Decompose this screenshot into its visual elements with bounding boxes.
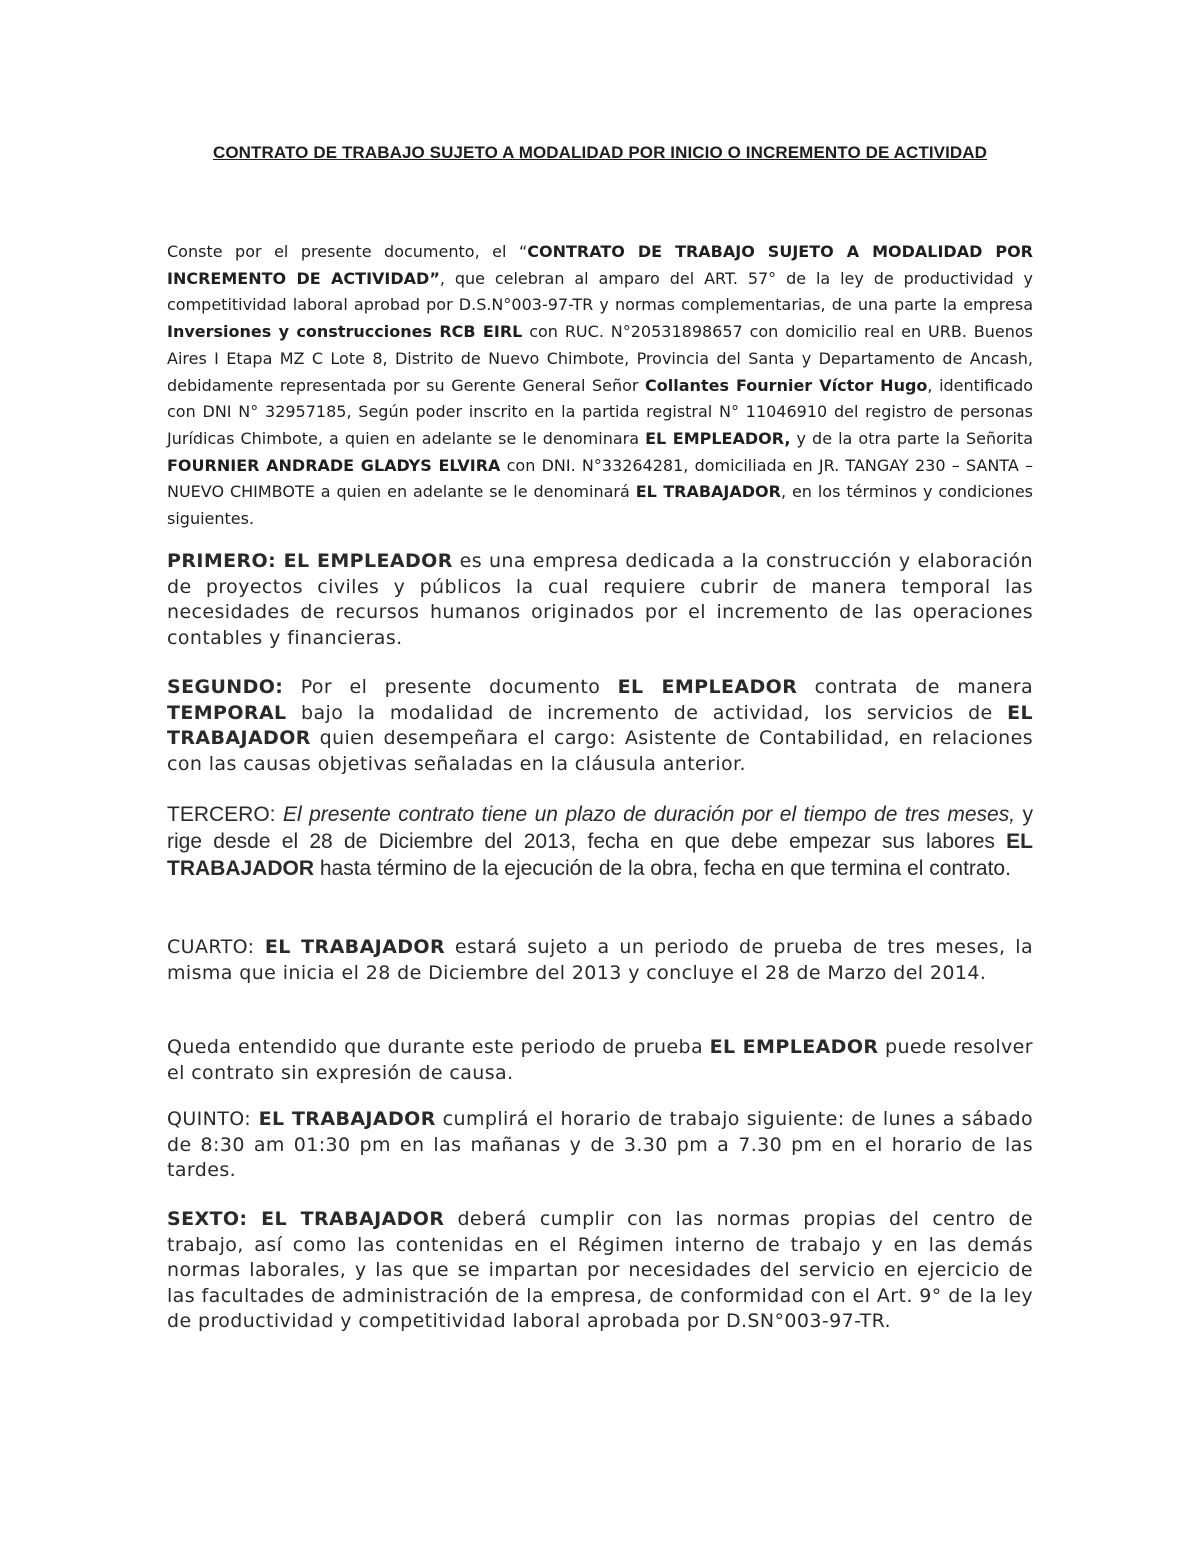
clause-bold-term: EL EMPLEADOR	[276, 550, 453, 572]
clause-cuarto	[167, 935, 1033, 986]
intro-text: con RUC. N°20531898657 con domicilio real en URB. Buenos Aires I Etapa MZ C Lote 8, Distrito de Nuevo Chimbote, Provincia del Santa y Departamento de Ancash, debidamente representada por su Gerente General Señor	[167, 322, 1034, 395]
clause-label: TERCERO:	[167, 803, 276, 826]
intro-text: , en los términos y condiciones siguientes.	[167, 482, 1034, 529]
clause-text: cumplirá el horario de trabajo siguiente: de lunes a sábado de 8:30 am 01:30 pm en las mañanas y de 3.30 pm a 7.30 pm en el horario de las tardes.	[167, 1108, 1033, 1181]
clause-text: contrata de manera	[797, 676, 1033, 698]
clause-text: hasta término de la ejecución de la obra, fecha en que termina el contrato.	[314, 857, 1011, 880]
clause-bold-term: EL TRABAJADOR	[251, 1108, 436, 1130]
clause-italic-text: El presente contrato tiene un plazo de duración por el tiempo de tres meses,	[275, 803, 1016, 826]
clause-bold-term: EL EMPLEADOR	[617, 676, 798, 698]
document-title: CONTRATO DE TRABAJO SUJETO A MODALIDAD POR INICIO O INCREMENTO DE ACTIVIDAD	[212, 143, 988, 162]
clause-segundo	[167, 675, 1033, 777]
clause-sexto	[167, 1207, 1033, 1335]
intro-contract-name: CONTRATO DE TRABAJO SUJETO A MODALIDAD POR INCREMENTO DE ACTIVIDAD”	[167, 242, 1034, 288]
clause-bold-term: EL TRABAJADOR	[167, 830, 1033, 880]
clause-text: bajo la modalidad de incremento de actividad, los servicios de	[286, 701, 1008, 724]
clause-text: deberá cumplir con las normas propias del centro de trabajo, así como las contenidas en el Régimen interno de trabajo y en las demás normas laborales, y las que se impartan por necesidades del servicio en ejercicio de las facultades de administración de la empresa, de conformidad con el Art. 9° de la ley de productividad y competitividad laboral aprobada por D.SN°003-97-TR.	[167, 1208, 1033, 1332]
clause-text: Queda entendido que durante este periodo de prueba	[167, 1036, 710, 1058]
intro-text: Conste por el presente documento, el “	[167, 242, 528, 261]
intro-worker-name: FOURNIER ANDRADE GLADYS ELVIRA	[167, 455, 501, 475]
intro-employer-term: EL EMPLEADOR,	[645, 428, 791, 448]
clause-bold-term: EL TRABAJADOR	[254, 936, 445, 958]
clause-label: SEXTO:	[167, 1208, 248, 1230]
intro-paragraph	[167, 239, 1033, 533]
clause-bold-term: EL EMPLEADOR	[709, 1036, 879, 1058]
clause-text: y rige desde el 28 de Diciembre del 2013, fecha en que debe empezar sus labores	[167, 803, 1033, 853]
clause-bold-term: TEMPORAL	[167, 701, 287, 724]
clause-label: QUINTO:	[167, 1108, 252, 1130]
clause-bold-term: EL TRABAJADOR	[247, 1208, 445, 1230]
clause-quinto	[167, 1107, 1033, 1184]
clause-text: quien desempeñara el cargo: Asistente de Contabilidad, en relaciones con las causas objetivas señaladas en la cláusula anterior.	[167, 727, 1033, 775]
clause-text: es una empresa dedicada a la construcción y elaboración de proyectos civiles y públicos la cual requiere cubrir de manera temporal las necesidades de recursos humanos originados por el incremento de las operaciones contables y financieras.	[167, 550, 1033, 649]
clause-label: CUARTO:	[167, 936, 255, 958]
intro-company-name: Inversiones y construcciones RCB EIRL	[167, 322, 523, 342]
intro-text: , que celebran al amparo del ART. 57° de la ley de productividad y competitividad laboral aprobad por D.S.N°003-97-TR y normas complementarias, de una parte la empresa	[167, 268, 1033, 315]
clause-label: PRIMERO:	[167, 550, 277, 572]
intro-worker-term: EL TRABAJADOR	[635, 482, 781, 502]
intro-manager-name: Collantes Fournier Víctor Hugo	[645, 375, 928, 395]
clause-queda-entendido	[167, 1035, 1033, 1086]
intro-text: y de la otra parte la Señorita	[790, 428, 1033, 448]
clause-bold-term: EL TRABAJADOR	[167, 701, 1033, 749]
intro-text: , identificado con DNI N° 32957185, Según poder inscrito en la partida registral N° 11046910 del registro de personas Jurídicas Chimbote, a quien en adelante se le denominara	[167, 375, 1034, 448]
clause-text: puede resolver el contrato sin expresión de causa.	[167, 1036, 1033, 1084]
clause-text: Por el presente documento	[283, 676, 618, 698]
clause-tercero	[167, 801, 1033, 882]
clause-primero	[167, 549, 1033, 651]
intro-text: con DNI. N°33264281, domiciliada en JR. TANGAY 230 – SANTA – NUEVO CHIMBOTE a quien en adelante se le denominará	[167, 455, 1034, 502]
clause-text: estará sujeto a un periodo de prueba de tres meses, la misma que inicia el 28 de Diciembre del 2013 y concluye el 28 de Marzo del 2014.	[167, 936, 1033, 984]
clause-label: SEGUNDO:	[167, 676, 284, 698]
